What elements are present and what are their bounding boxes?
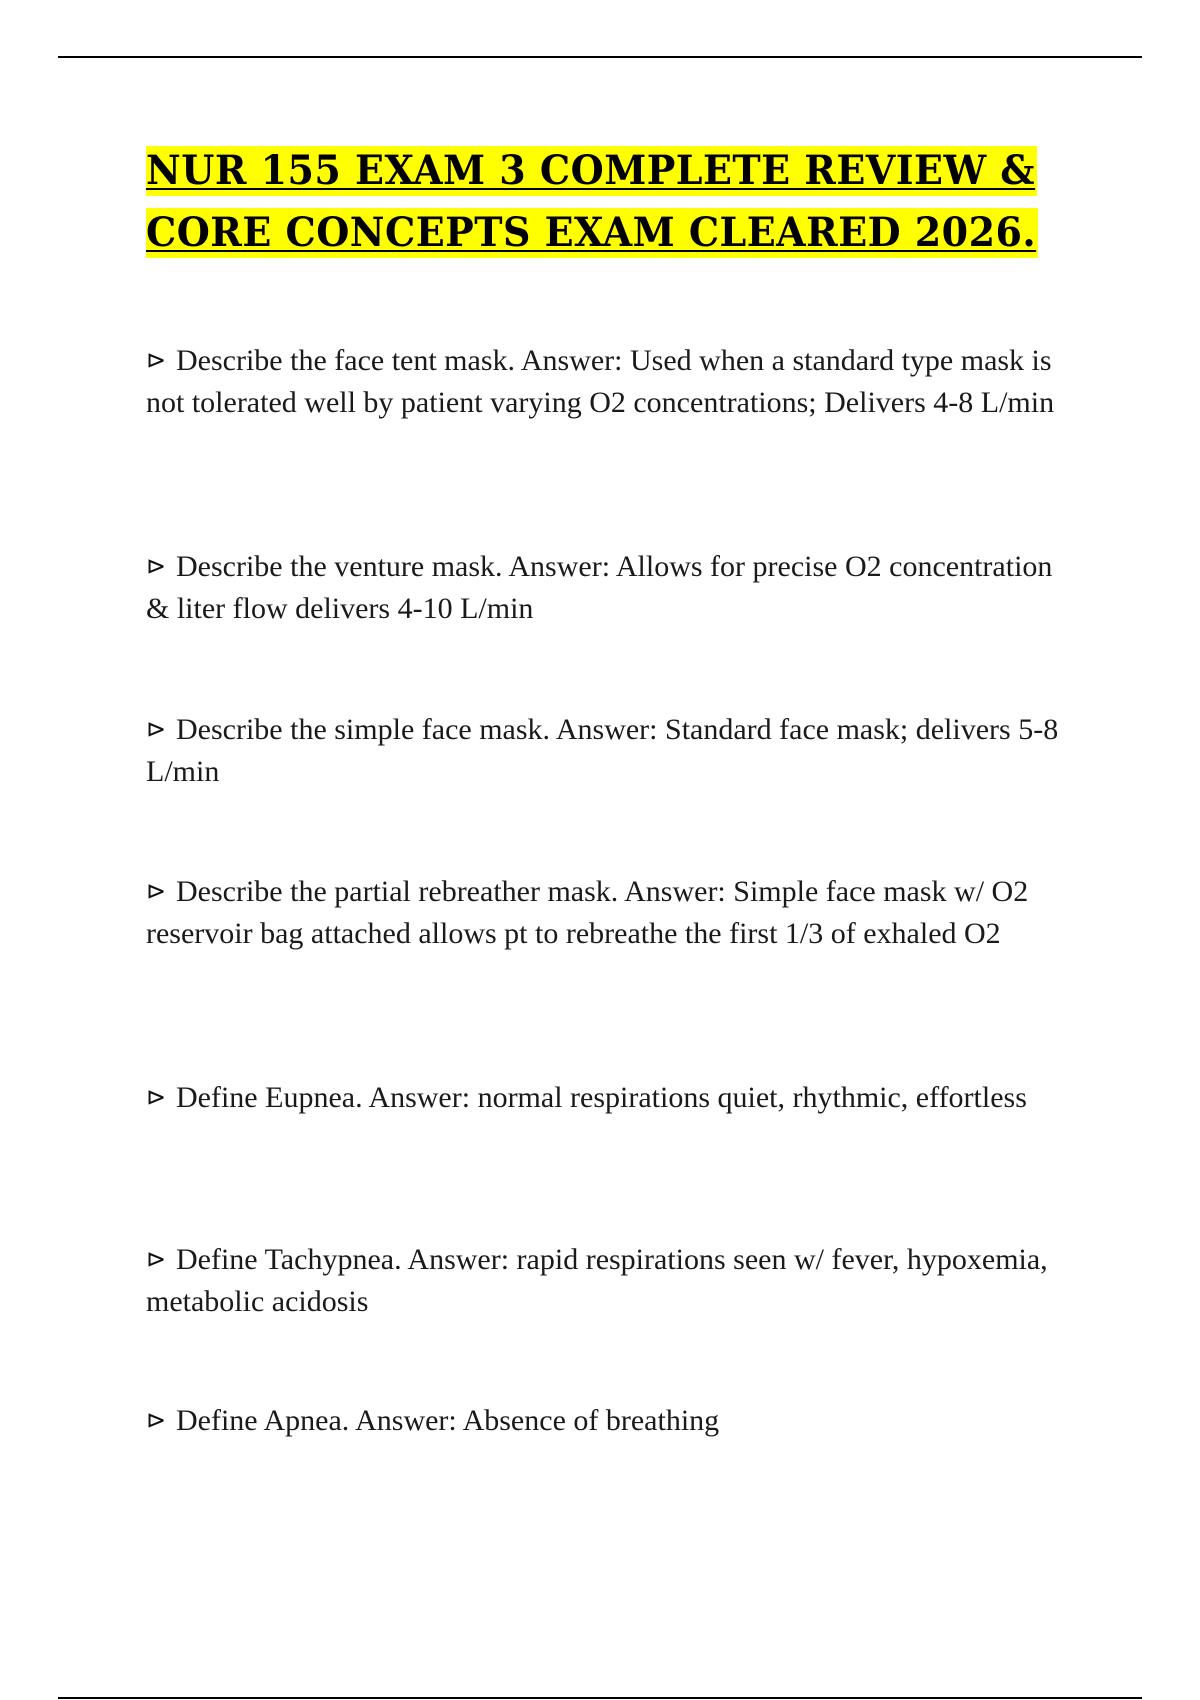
triangle-bullet-icon: ⊳ xyxy=(146,879,167,905)
qa-item xyxy=(146,546,1066,630)
qa-item-text: Define Tachypnea. Answer: rapid respirations seen w/ fever, hypoxemia, metabolic acidosis xyxy=(146,1243,1048,1318)
top-rule xyxy=(58,56,1142,58)
title-line-1 xyxy=(146,146,1046,208)
qa-item xyxy=(146,871,1066,955)
qa-item xyxy=(146,340,1066,424)
qa-item xyxy=(146,1077,1066,1119)
qa-item-text: Describe the partial rebreather mask. Answer: Simple face mask w/ O2 reservoir bag attached allows pt to rebreathe the first 1/3 of exhaled O2 xyxy=(146,875,1029,950)
title-line-1-text: NUR 155 EXAM 3 COMPLETE REVIEW & xyxy=(146,147,1036,194)
triangle-bullet-icon: ⊳ xyxy=(146,348,167,374)
document-title xyxy=(146,146,1046,270)
qa-item xyxy=(146,709,1066,793)
qa-item xyxy=(146,1400,1066,1442)
triangle-bullet-icon: ⊳ xyxy=(146,554,167,580)
title-line-2-text: CORE CONCEPTS EXAM CLEARED 2026. xyxy=(146,209,1037,256)
qa-item-text: Describe the face tent mask. Answer: Used when a standard type mask is not tolerated well by patient varying O2 concentrations; Delivers 4-8 L/min xyxy=(146,344,1055,419)
qa-item-text: Describe the venture mask. Answer: Allows for precise O2 concentration & liter flow delivers 4-10 L/min xyxy=(146,550,1053,625)
qa-item-text: Describe the simple face mask. Answer: Standard face mask; delivers 5-8 L/min xyxy=(146,713,1059,788)
title-line-2 xyxy=(146,208,1046,270)
triangle-bullet-icon: ⊳ xyxy=(146,717,167,743)
qa-item-text: Define Apnea. Answer: Absence of breathing xyxy=(176,1404,720,1437)
triangle-bullet-icon: ⊳ xyxy=(146,1085,167,1111)
qa-item xyxy=(146,1239,1066,1323)
triangle-bullet-icon: ⊳ xyxy=(146,1408,167,1434)
qa-item-text: Define Eupnea. Answer: normal respirations quiet, rhythmic, effortless xyxy=(176,1081,1027,1114)
bottom-rule xyxy=(58,1697,1142,1699)
triangle-bullet-icon: ⊳ xyxy=(146,1247,167,1273)
